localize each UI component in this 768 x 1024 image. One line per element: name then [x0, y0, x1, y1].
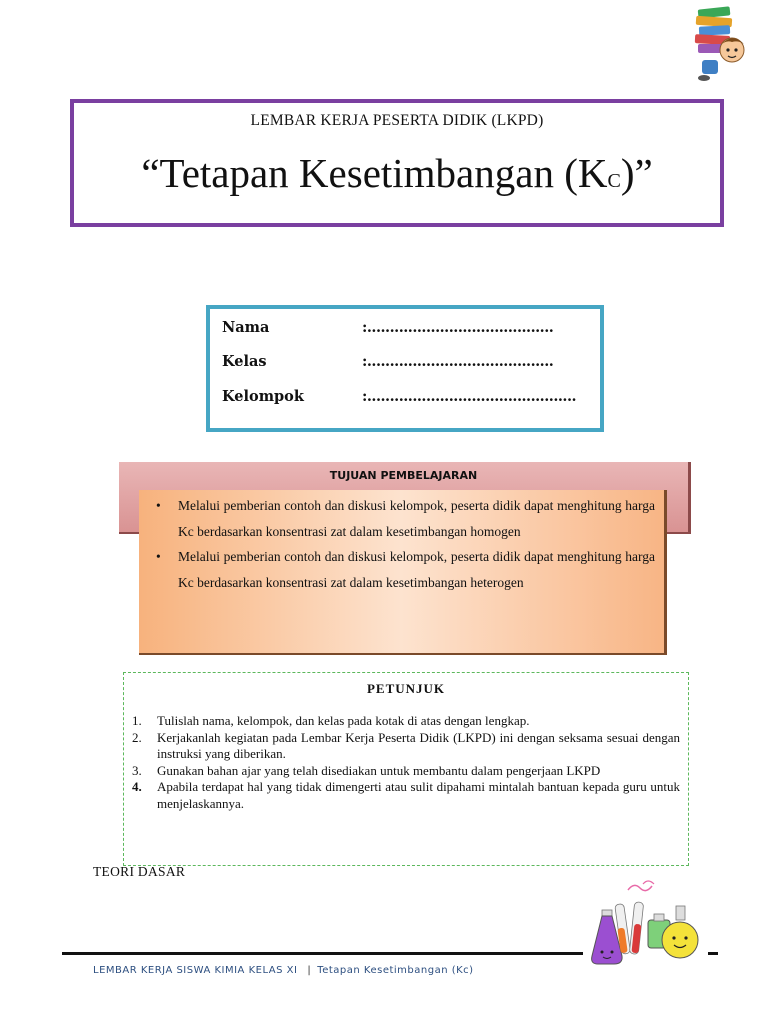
footer-divider-end — [708, 952, 718, 955]
list-item — [132, 713, 680, 730]
section-heading: TEORI DASAR — [93, 864, 186, 879]
title-close-text: )” — [620, 150, 653, 196]
bullet-icon: • — [156, 549, 161, 564]
name-blank[interactable]: :......................................... — [362, 319, 554, 336]
group-field[interactable] — [222, 388, 592, 410]
footer-divider — [62, 952, 583, 955]
objectives-title: TUJUAN PEMBELAJARAN — [329, 469, 478, 482]
title-box — [70, 99, 724, 227]
step-number: 1. — [132, 713, 142, 728]
bullet-icon: • — [156, 498, 161, 513]
step-text: Apabila terdapat hal yang tidak dimengerti atau sulit dipahami mintalah bantuan kepada guru untuk menjelaskannya. — [157, 779, 680, 811]
objective-text: Melalui pemberian contoh dan diskusi kelompok, peserta didik dapat menghitung harga Kc berdasarkan konsentrasi zat dalam kesetimbangan heterogen — [178, 549, 655, 590]
footer-right-text: Tetapan Kesetimbangan (Kc) — [317, 965, 474, 976]
footer-left-text: LEMBAR KERJA SISWA KIMIA KELAS XI — [93, 965, 298, 976]
books-kid-icon — [680, 2, 760, 82]
group-blank[interactable]: :.............................................. — [362, 388, 577, 405]
footer — [93, 965, 474, 976]
list-item — [153, 493, 655, 544]
class-field[interactable] — [222, 353, 592, 375]
group-label: Kelompok — [222, 388, 304, 405]
step-text: Kerjakanlah kegiatan pada Lembar Kerja Peserta Didik (LKPD) ini dengan seksama sesuai dengan instruksi yang diberikan. — [157, 729, 680, 761]
objectives-list — [153, 493, 655, 595]
class-label: Kelas — [222, 353, 267, 370]
step-number: 2. — [132, 729, 142, 745]
student-info-box — [206, 305, 604, 432]
name-field[interactable] — [222, 319, 592, 341]
document-title — [74, 149, 720, 197]
list-item — [132, 763, 680, 780]
list-item — [132, 779, 680, 812]
footer-separator: | — [307, 965, 312, 976]
instructions-title: PETUNJUK — [366, 681, 446, 696]
step-number: 3. — [132, 762, 142, 778]
instructions-list — [132, 713, 680, 812]
name-label: Nama — [222, 319, 270, 336]
class-blank[interactable]: :......................................... — [362, 353, 554, 370]
lab-flasks-icon — [588, 880, 708, 970]
objectives-body — [139, 490, 667, 655]
objective-text: Melalui pemberian contoh dan diskusi kelompok, peserta didik dapat menghitung harga Kc berdasarkan konsentrasi zat dalam kesetimbangan homogen — [178, 498, 655, 539]
step-number: 4. — [132, 779, 142, 794]
step-text: Tulislah nama, kelompok, dan kelas pada kotak di atas dengan lengkap. — [157, 713, 530, 728]
step-text: Gunakan bahan ajar yang telah disediakan untuk membantu dalam pengerjaan LKPD — [157, 762, 601, 778]
title-subscript: C — [607, 170, 621, 192]
list-item — [132, 730, 680, 763]
title-main-text: “Tetapan Kesetimbangan (K — [141, 150, 608, 196]
instructions-box — [123, 672, 689, 866]
list-item — [153, 544, 655, 595]
document-type-label: LEMBAR KERJA PESERTA DIDIK (LKPD) — [250, 112, 544, 129]
